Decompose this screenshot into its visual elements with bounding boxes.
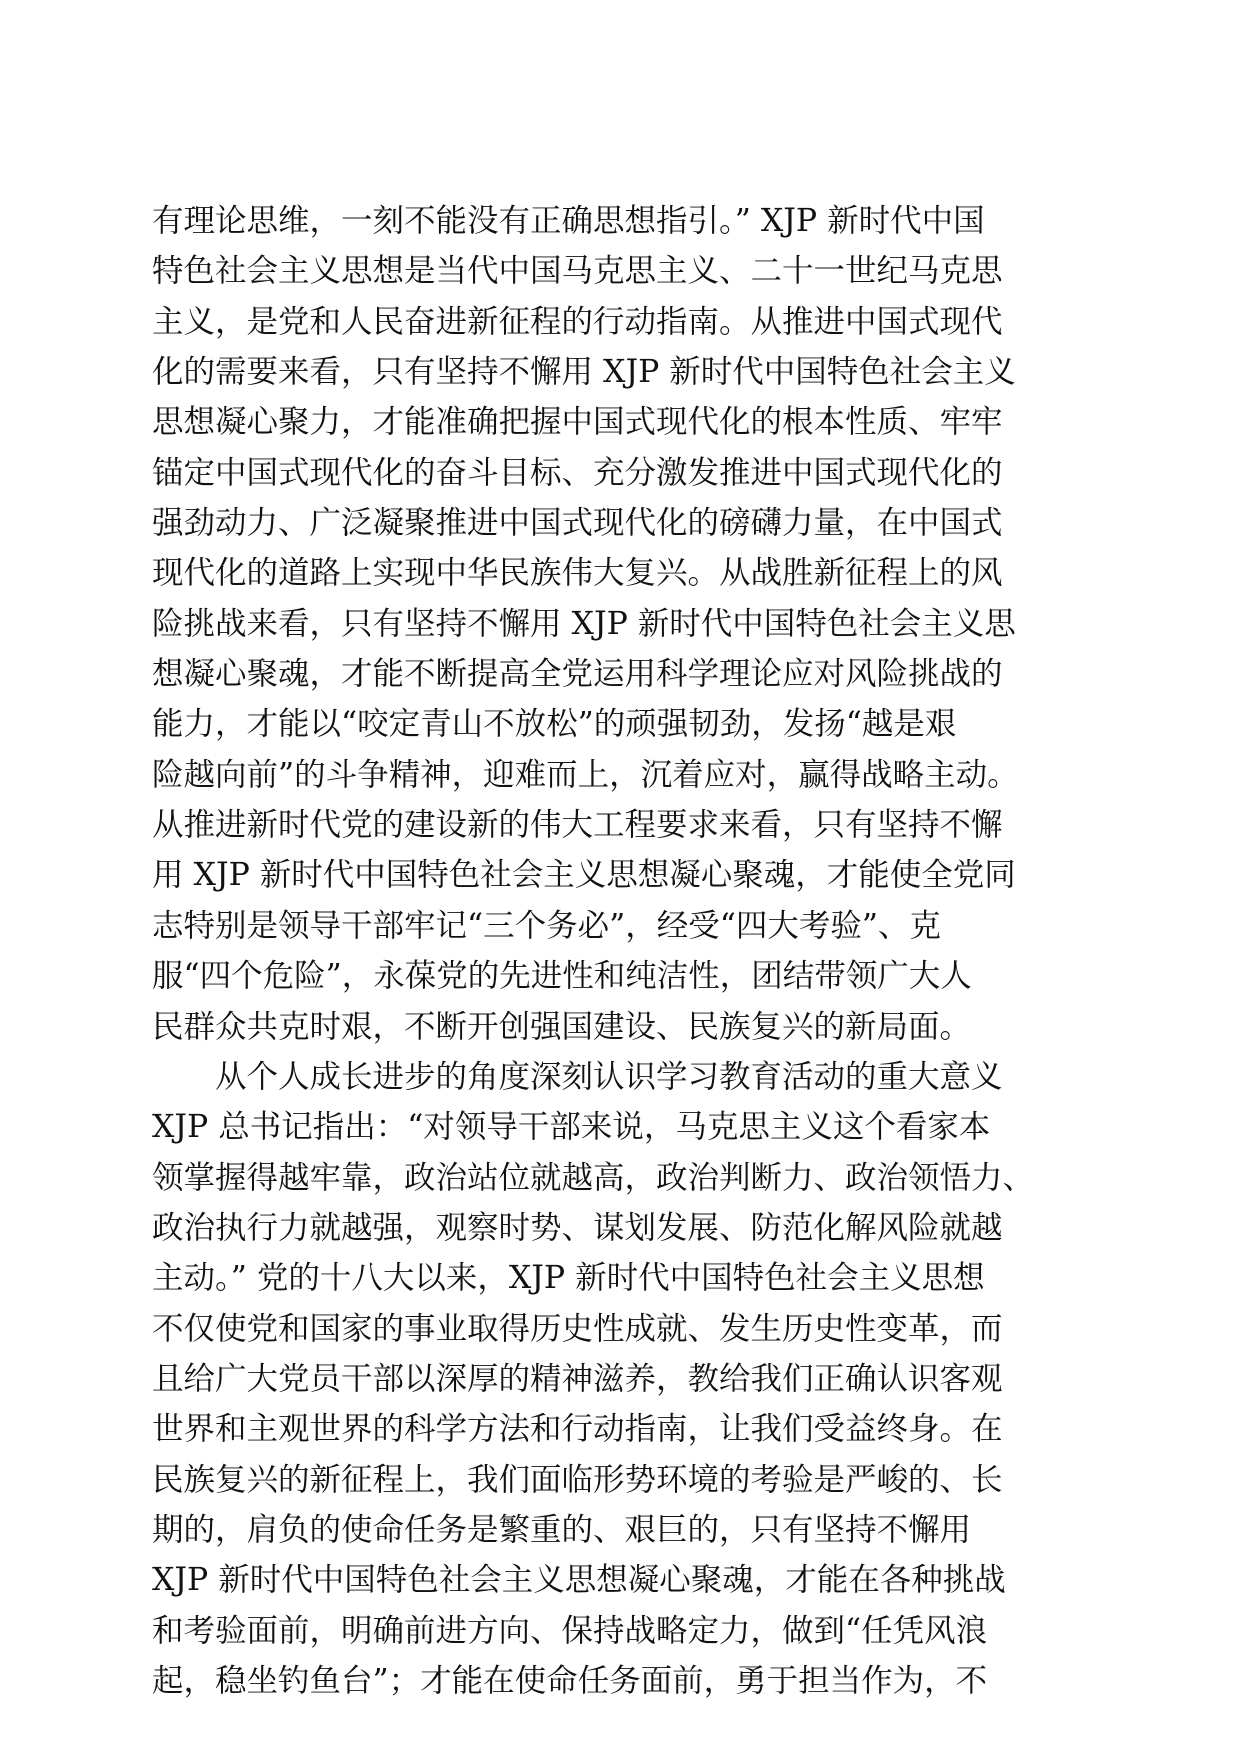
text-line: 现代化的道路上实现中华民族伟大复兴。从战胜新征程上的风 [152, 555, 1003, 592]
text-line: 能力，才能以“咬定青山不放松”的顽强韧劲，发扬“越是艰 [152, 706, 957, 743]
text-line: 特色社会主义思想是当代中国马克思主义、二十一世纪马克思 [152, 253, 1003, 290]
text-line: 起，稳坐钓鱼台”；才能在使命任务面前，勇于担当作为，不 [152, 1662, 988, 1699]
text-line: 险挑战来看，只有坚持不懈用 XJP 新时代中国特色社会主义思 [152, 605, 1016, 642]
text-line: 从推进新时代党的建设新的伟大工程要求来看，只有坚持不懈 [152, 807, 1003, 844]
text-line: 服“四个危险”，永葆党的先进性和纯洁性，团结带领广大人 [152, 958, 972, 995]
text-line: 民群众共克时艰，不断开创强国建设、民族复兴的新局面。 [152, 1008, 972, 1045]
text-line: 志特别是领导干部牢记“三个务必”，经受“四大考验”、克 [152, 907, 941, 944]
text-line: 有理论思维，一刻不能没有正确思想指引。” XJP 新时代中国 [152, 203, 985, 239]
text-line: 领掌握得越牢靠，政治站位就越高，政治判断力、政治领悟力、 [152, 1159, 1035, 1196]
text-line: 强劲动力、广泛凝聚推进中国式现代化的磅礴力量，在中国式 [152, 505, 1003, 542]
text-line: 化的需要来看，只有坚持不懈用 XJP 新时代中国特色社会主义 [152, 354, 1016, 391]
text-line: 和考验面前，明确前进方向、保持战略定力，做到“任凭风浪 [152, 1612, 988, 1649]
text-line: 用 XJP 新时代中国特色社会主义思想凝心聚魂，才能使全党同 [152, 857, 1016, 894]
text-line: 从个人成长进步的角度深刻认识学习教育活动的重大意义 [152, 1058, 1003, 1095]
text-line: 主动。” 党的十八大以来，XJP 新时代中国特色社会主义思想 [152, 1260, 985, 1297]
text-line: 民族复兴的新征程上，我们面临形势环境的考验是严峻的、长 [152, 1461, 1003, 1498]
text-line: 想凝心聚魂，才能不断提高全党运用科学理论应对风险挑战的 [152, 656, 1003, 693]
text-line: 险越向前”的斗争精神，迎难而上，沉着应对，赢得战略主动。 [152, 756, 1019, 793]
body-text [152, 196, 1092, 1706]
text-line: 锚定中国式现代化的奋斗目标、充分激发推进中国式现代化的 [152, 454, 1003, 491]
text-line: 不仅使党和国家的事业取得历史性成就、发生历史性变革，而 [152, 1310, 1003, 1347]
text-line: 期的，肩负的使命任务是繁重的、艰巨的，只有坚持不懈用 [152, 1511, 972, 1548]
text-line: 世界和主观世界的科学方法和行动指南，让我们受益终身。在 [152, 1411, 1003, 1448]
text-line: 思想凝心聚力，才能准确把握中国式现代化的根本性质、牢牢 [152, 404, 1003, 441]
text-line: 政治执行力就越强，观察时势、谋划发展、防范化解风险就越 [152, 1209, 1003, 1246]
text-line: XJP 新时代中国特色社会主义思想凝心聚魂，才能在各种挑战 [152, 1562, 1006, 1599]
text-line: XJP 总书记指出：“对领导干部来说，马克思主义这个看家本 [152, 1109, 991, 1146]
text-line: 主义，是党和人民奋进新征程的行动指南。从推进中国式现代 [152, 303, 1003, 340]
text-line: 且给广大党员干部以深厚的精神滋养，教给我们正确认识客观 [152, 1360, 1003, 1397]
